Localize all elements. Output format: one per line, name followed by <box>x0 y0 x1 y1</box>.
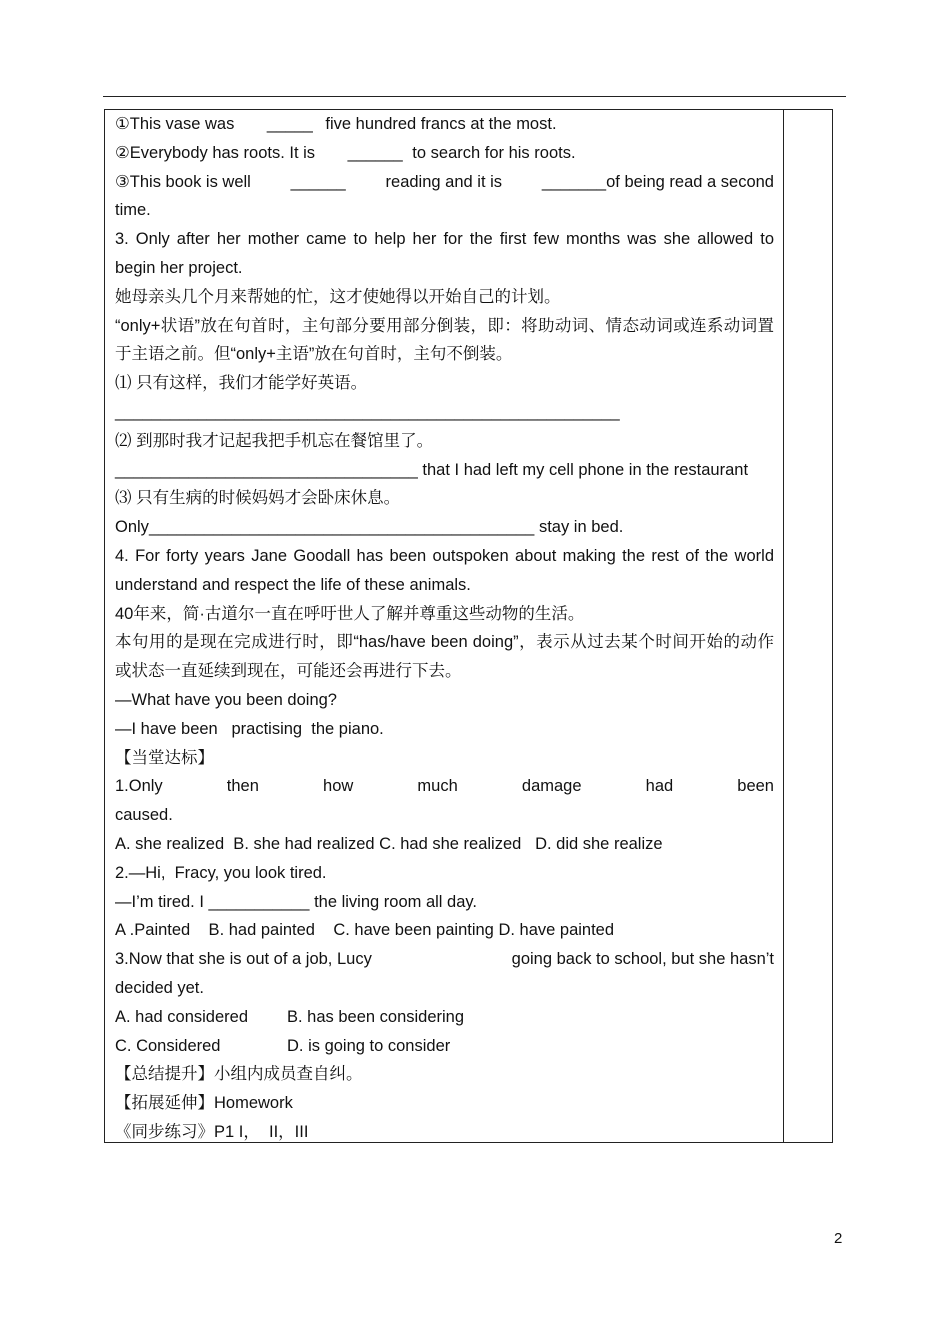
question-2-line: 2.—Hi, Fracy, you look tired. <box>115 863 327 882</box>
example-line-3 <box>115 168 774 197</box>
fill-blank: __________________________________________ <box>148 518 535 537</box>
question-text: going back to school, but she hasn’t <box>511 950 774 969</box>
example-text: ③This book is well <box>115 172 251 191</box>
item-3-english: 3. Only after her mother came to help her for the first few months was she allowed to begin her project. <box>115 230 774 277</box>
summary-line: 【总结提升】小组内成员查自纠。 <box>115 1065 363 1084</box>
exercise-1-blank: _______________________________________________________ <box>115 402 620 421</box>
question-word: been <box>737 777 774 796</box>
exercise-3-answer <box>115 513 774 542</box>
example-text: reading and it is <box>385 172 503 191</box>
exercise-3-tail: stay in bed. <box>538 518 624 537</box>
question-1 <box>115 772 774 801</box>
question-1-end: caused. <box>115 806 173 825</box>
question-text: 3.Now that she is out of a job, Lucy <box>115 950 372 969</box>
item-4-english: 4. For forty years Jane Goodall has been outspoken about making the rest of the world understand and respect the life of these animals. <box>115 546 774 594</box>
question-word: much <box>417 777 458 796</box>
exercise-2-tail: that I had left my cell phone in the restaurant <box>422 460 749 479</box>
example-line-4: time. <box>115 201 151 220</box>
example-text: five hundred francs at the most. <box>325 115 557 133</box>
exercise-3-chinese: ⑶ 只有生病的时候妈妈才会卧床休息。 <box>115 489 401 508</box>
example-text: of being read a second <box>606 172 774 191</box>
item-4-grammar-note: 本句用的是现在完成进行时，即“has/have been doing”，表示从过去某个时间开始的动作或状态一直延续到现在，可能还会再进行下去。 <box>115 633 774 681</box>
dialog-line: —What have you been doing? <box>115 690 337 709</box>
option: A. had considered <box>115 1007 249 1026</box>
practice-heading: 【当堂达标】 <box>115 748 214 767</box>
question-3-end: decided yet. <box>115 978 204 997</box>
question-word: then <box>226 777 259 796</box>
question-text: —I’m tired. I <box>115 892 204 911</box>
lesson-content <box>115 110 774 1147</box>
header-rule <box>103 96 846 97</box>
question-3 <box>115 945 774 974</box>
question-word: had <box>645 777 674 796</box>
question-2-options: A .Painted B. had painted C. have been painting D. have painted <box>115 921 615 940</box>
question-3-options-cd <box>115 1032 774 1061</box>
exercise-2-answer <box>115 456 774 485</box>
item-4-chinese: 40年来，简·古道尔一直在呼吁世人了解并尊重这些动物的生活。 <box>115 604 585 623</box>
table-column-divider <box>783 109 784 1143</box>
question-word: how <box>323 777 354 796</box>
example-text: ①This vase was <box>115 115 235 133</box>
item-3-grammar-rule: “only+状语”放在句首时，主句部分要用部分倒装，即：将助动词、情态动词或连系动词置于主语之前。但“only+主语”放在句首时，主句不倒装。 <box>115 316 774 364</box>
exercise-3-head: Only <box>115 518 149 537</box>
exercise-1-chinese: ⑴ 只有这样，我们才能学好英语。 <box>115 374 368 393</box>
question-word: 1.Only <box>115 777 163 796</box>
question-2-line <box>115 888 774 917</box>
exercise-reference: 《同步练习》P1 I， II，III <box>115 1122 309 1141</box>
option: C. Considered <box>115 1036 221 1055</box>
example-text: ②Everybody has roots. It is <box>115 143 316 162</box>
option: B. has been considering <box>287 1007 465 1026</box>
option: D. is going to consider <box>287 1036 451 1055</box>
fill-blank: ___________ <box>208 892 310 911</box>
fill-blank: _____ <box>266 115 313 133</box>
extension-line: 【拓展延伸】Homework <box>115 1094 293 1113</box>
fill-blank: _________________________________ <box>115 460 418 479</box>
fill-blank: ______ <box>290 172 346 191</box>
fill-blank: ______ <box>347 143 403 162</box>
question-word: damage <box>521 777 582 796</box>
dialog-line: —I have been practising the piano. <box>115 719 384 738</box>
page-number: 2 <box>834 1230 843 1247</box>
example-text: to search for his roots. <box>412 143 576 162</box>
question-3-options-ab <box>115 1003 774 1032</box>
exercise-2-chinese: ⑵ 到那时我才记起我把手机忘在餐馆里了。 <box>115 431 434 450</box>
example-line-2 <box>115 139 774 168</box>
question-1-options: A. she realized B. she had realized C. had she realized D. did she realize <box>115 834 663 853</box>
fill-blank: _______ <box>541 172 607 191</box>
item-3-chinese: 她母亲头几个月来帮她的忙，这才使她得以开始自己的计划。 <box>115 287 561 306</box>
example-line-1 <box>115 110 774 139</box>
question-text: the living room all day. <box>314 892 478 911</box>
